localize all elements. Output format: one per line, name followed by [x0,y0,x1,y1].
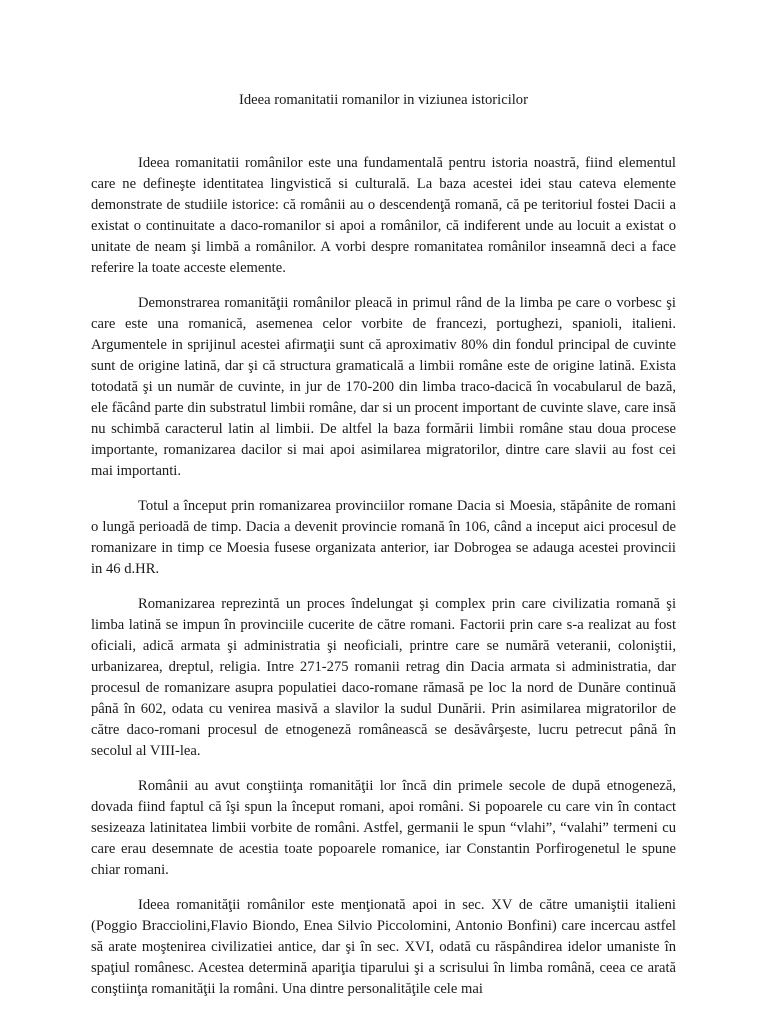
paragraph-5: Românii au avut conştiinţa romanităţii lor încă din primele secole de după etnogeneză, dovada fiind faptul că îşi spun la început romani, apoi români. Si popoarele cu care vin în contact sesizeaza latinitatea limbii vorbite de români. Astfel, germanii le spun “vlahi”, “valahi” termeni cu care erau desemnate de acestia toate popoarele romanice, iar Constantin Porfirogenetul le spune chiar romani. [91,778,676,878]
paragraph-1: Ideea romanitatii românilor este una fundamentală pentru istoria noastră, fiind elementul care ne defineşte identitatea lingvistică si culturală. La baza acestei idei stau cateva elemente demonstrate de studiile istorice: că românii au o descendenţă romană, că pe teritoriul fostei Dacii a existat o continuitate a daco-romanilor si apoi a românilor, că indiferent unde au locuit a existat o unitate de neam şi limbă a românilor. A vorbi despre romanitatea românilor inseamnă deci a face referire la toate acceste elemente. [91,155,676,276]
document-body [91,90,676,1014]
paragraph-4: Romanizarea reprezintă un proces îndelungat şi complex prin care civilizatia romană şi limba latină se impun în provinciile cucerite de către romani. Factorii prin care s-a realizat au fost oficiali, adică armata şi administratia şi neoficiali, printre care se numără veteranii, coloniştii, urbanizarea, dreptul, religia. Intre 271-275 romanii retrag din Dacia armata si administratia, dar procesul de romanizare asupra populatiei daco-romane rămasă pe loc la nord de Dunăre continuă până în 602, odata cu venirea masivă a slavilor la sudul Dunării. Prin asimilarea migratorilor de către daco-romani procesul de etnogeneză românească se desăvârşeste, lucru petrecut până în secolul al VIII-lea. [91,596,676,759]
paragraph-6: Ideea romanităţii românilor este menţionată apoi in sec. XV de către umaniştii italieni (Poggio Bracciolini,Flavio Biondo, Enea Silvio Piccolomini, Antonio Bonfini) care incercau astfel să arate moştenirea civilizatiei antice, dar şi în sec. XVI, odată cu răspândirea idelor umaniste în spaţiul românesc. Acestea determină apariţia tiparului şi a scrisului în limba română, ceea ce arată conştiinţa romanităţii la români. Una dintre personalităţile cele mai [91,897,676,997]
paragraph-3: Totul a început prin romanizarea provinciilor romane Dacia si Moesia, stăpânite de romani o lungă perioadă de timp. Dacia a devenit provincie romană în 106, când a inceput aici procesul de romanizare in timp ce Moesia fusese organizata anterior, iar Dobrogea se adauga acestei provincii in 46 d.HR. [91,498,676,577]
document-title: Ideea romanitatii romanilor in viziunea istoricilor [239,92,528,108]
paragraph-2: Demonstrarea romanităţii românilor pleacă in primul rând de la limba pe care o vorbesc şi care este una romanică, asemenea celor vorbite de francezi, portughezi, spanioli, italieni. Argumentele in sprijinul acestei afirmaţii sunt că aproximativ 80% din fondul principal de cuvinte sunt de origine latină, dar şi că structura gramaticală a limbii române este de origine latină. Exista totodată şi un număr de cuvinte, in jur de 170-200 din limba traco-dacică în vocabularul de bază, ele făcând parte din substratul limbii române, dar si un procent important de cuvinte slave, care insă nu schimbă caracterul latin al limbii. De altfel la baza formării limbii române stau doua procese importante, romanizarea dacilor si mai apoi asimilarea migratorilor, dintre care slavii au fost cei mai importanti. [91,295,676,479]
